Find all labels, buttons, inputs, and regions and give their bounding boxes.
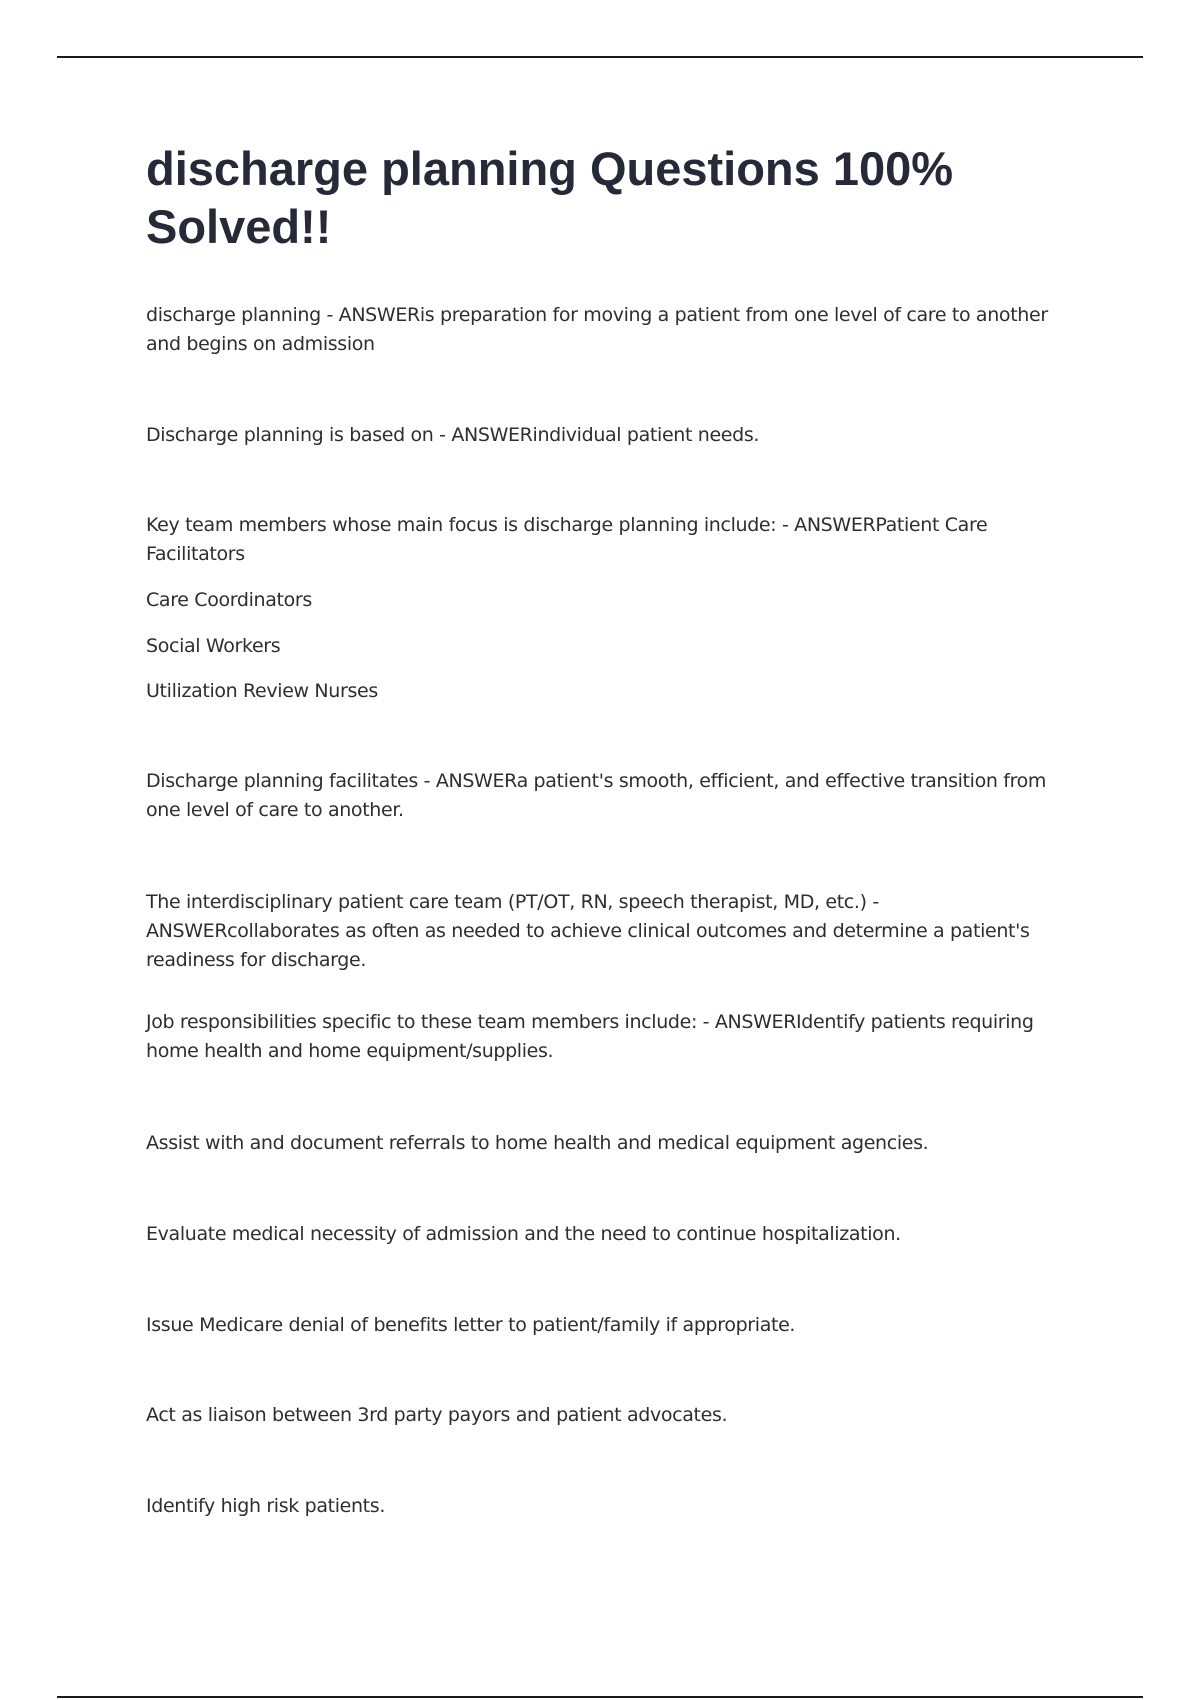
qa-entry: Discharge planning facilitates - ANSWERa patient's smooth, efficient, and effective transition from one level of care to another. — [146, 770, 1047, 821]
qa-entry: discharge planning - ANSWERis preparation for moving a patient from one level of care to another and begins on admission — [146, 304, 1048, 355]
document-header — [146, 140, 1066, 256]
qa-entry: The interdisciplinary patient care team (PT/OT, RN, speech therapist, MD, etc.) - ANSWERcollaborates as often as needed to achieve clinical outcomes and determine a patient's readiness for discharge. — [146, 891, 1030, 971]
qa-entry: Act as liaison between 3rd party payors and patient advocates. — [146, 1404, 728, 1426]
qa-entry: Utilization Review Nurses — [146, 680, 378, 702]
qa-entry: Care Coordinators — [146, 589, 312, 611]
qa-entry: Key team members whose main focus is discharge planning include: - ANSWERPatient Care Facilitators — [146, 514, 988, 565]
qa-entry: Social Workers — [146, 635, 281, 657]
header-rule — [57, 56, 1143, 58]
qa-entry: Identify high risk patients. — [146, 1495, 386, 1517]
qa-entry: Issue Medicare denial of benefits letter to patient/family if appropriate. — [146, 1314, 796, 1336]
qa-entry: Assist with and document referrals to home health and medical equipment agencies. — [146, 1132, 929, 1154]
qa-entry: Discharge planning is based on - ANSWERindividual patient needs. — [146, 424, 760, 446]
page-title: discharge planning Questions 100% Solved!! — [146, 142, 954, 253]
qa-entry: Job responsibilities specific to these team members include: - ANSWERIdentify patients requiring home health and home equipment/supplies. — [146, 1011, 1034, 1062]
qa-entry: Evaluate medical necessity of admission and the need to continue hospitalization. — [146, 1223, 901, 1245]
footer-rule — [57, 1696, 1143, 1698]
